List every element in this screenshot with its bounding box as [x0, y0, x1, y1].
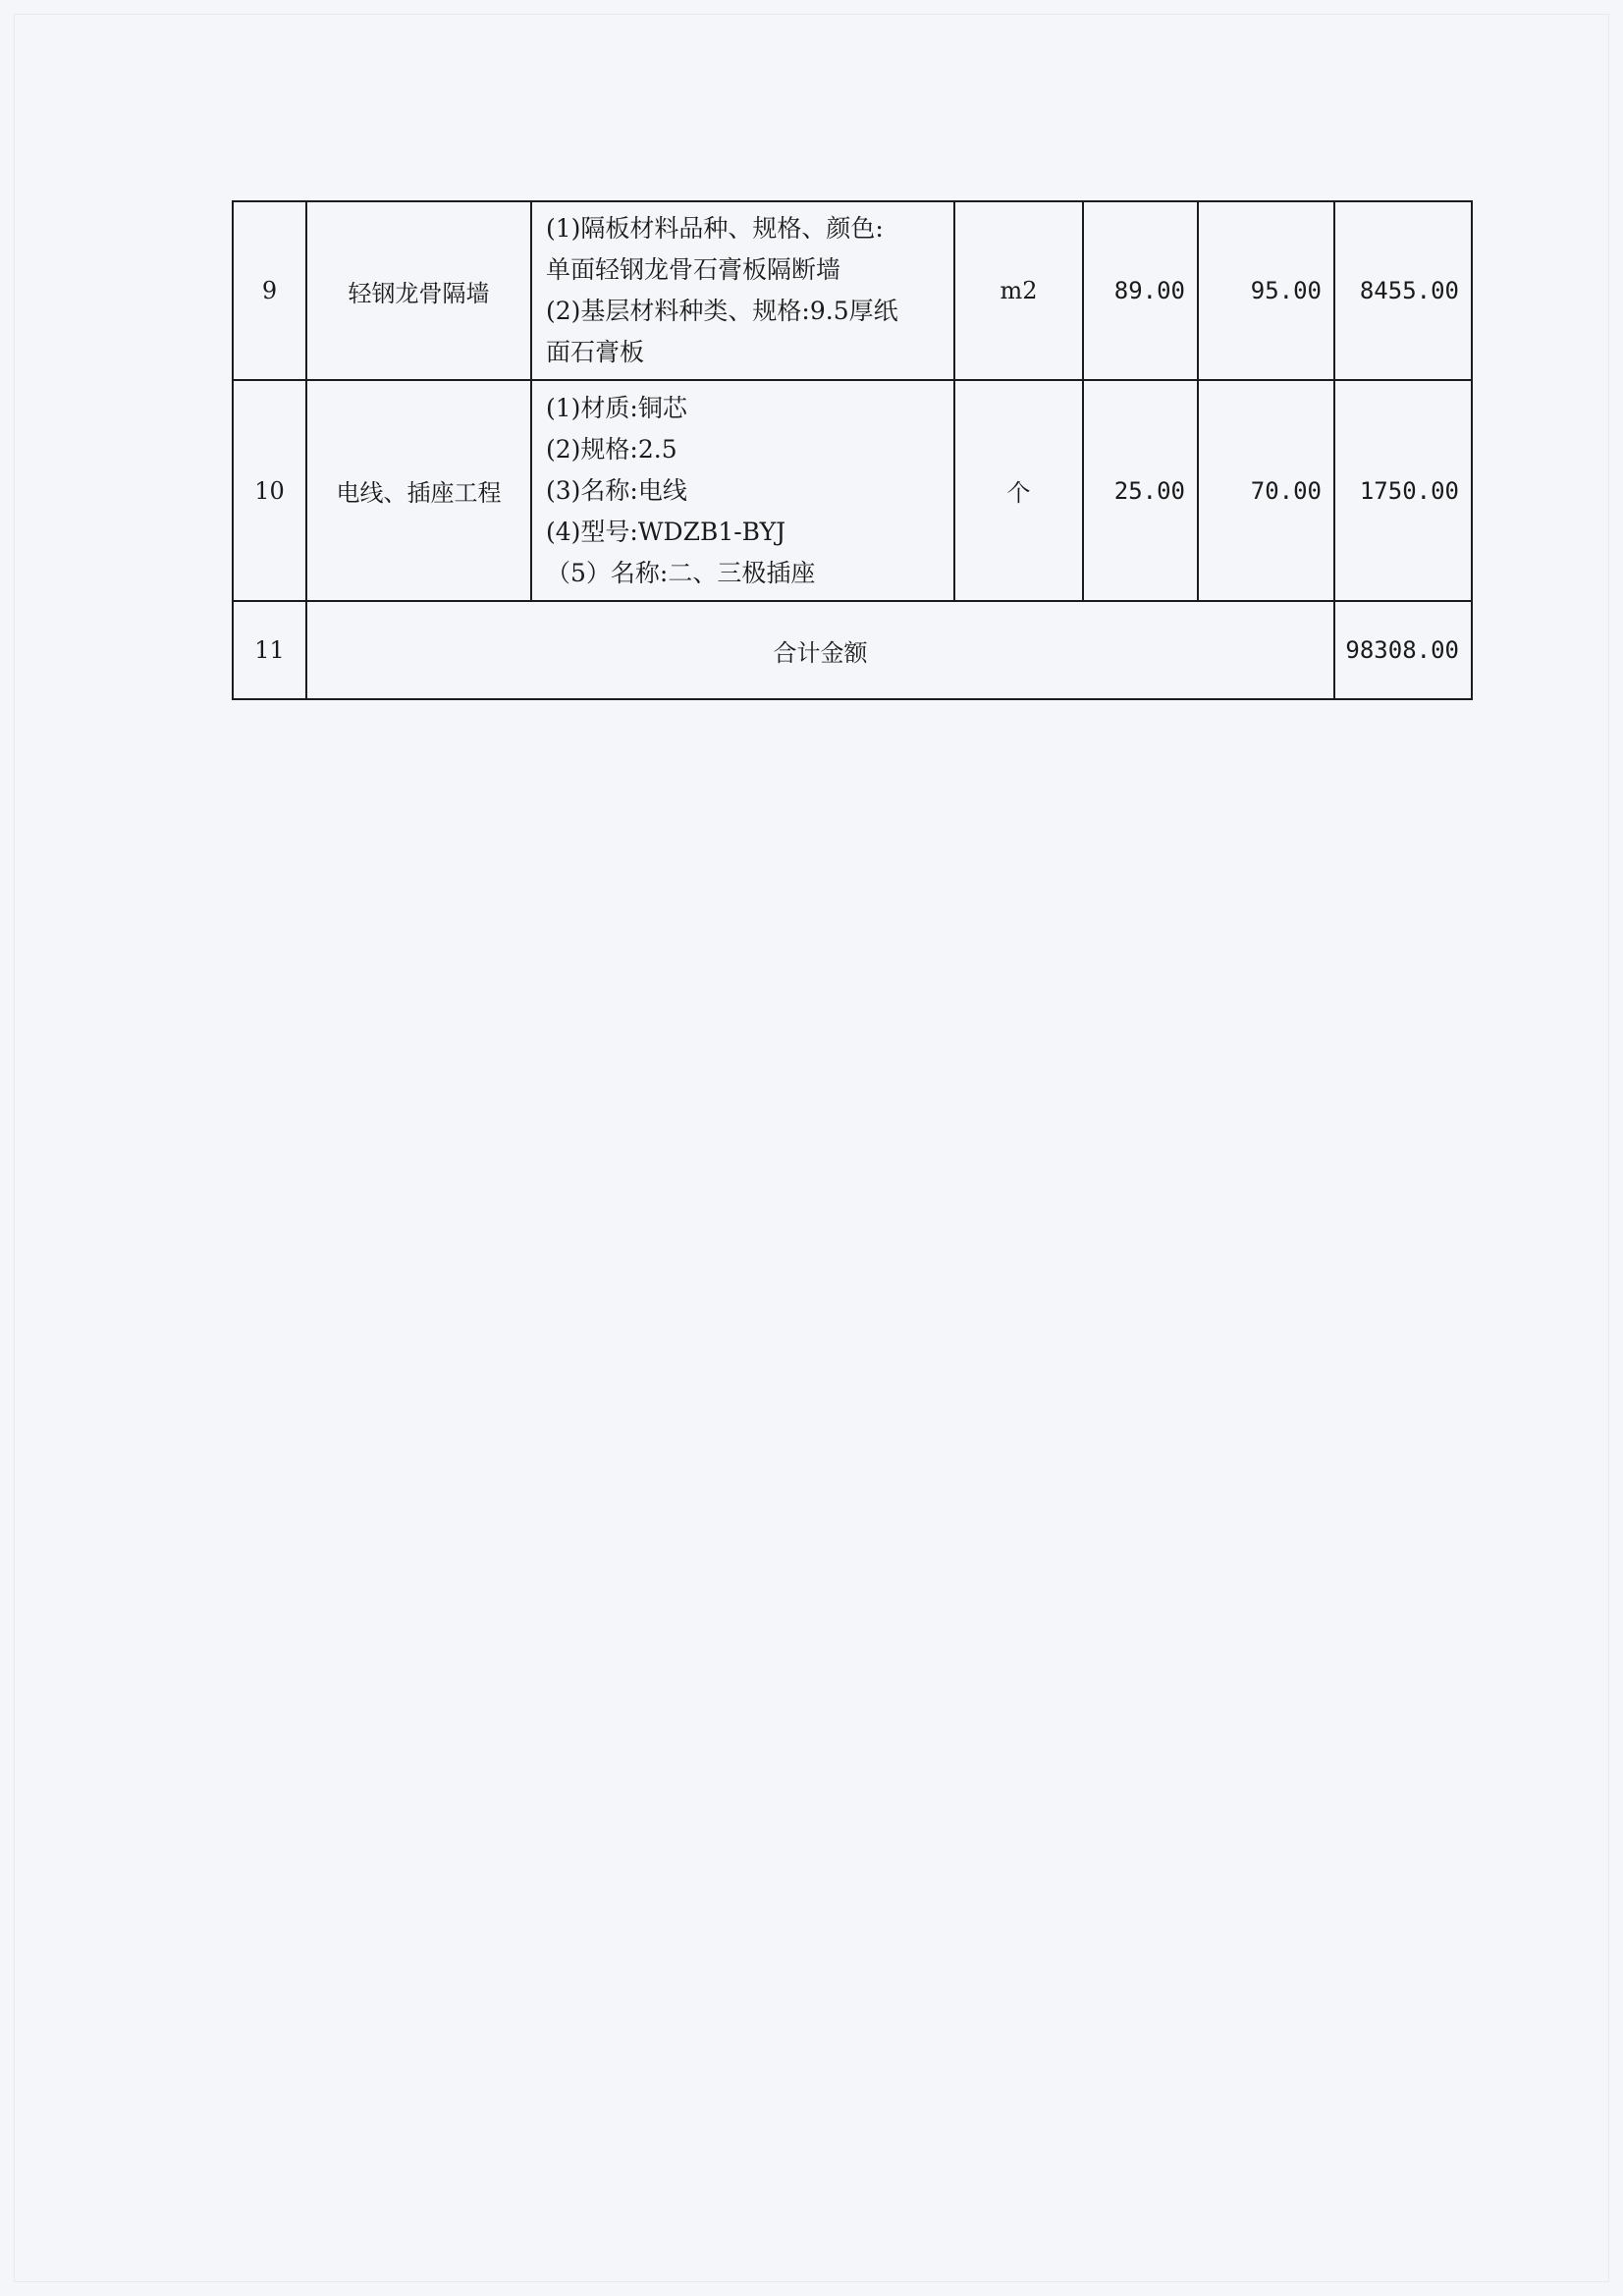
total-row: [233, 601, 1472, 699]
description-line: (3)名称:电线: [546, 475, 687, 505]
item-quantity: 89.00: [1083, 201, 1198, 380]
description-line: (1)隔板材料品种、规格、颜色:: [546, 214, 884, 243]
description-line: (2)规格:2.5: [546, 434, 677, 464]
table-row: [233, 201, 1472, 380]
description-line: （5）名称:二、三极插座: [546, 558, 816, 587]
item-unit: m2: [954, 201, 1083, 380]
item-name: 轻钢龙骨隔墙: [306, 201, 531, 380]
item-description: [531, 201, 954, 380]
item-amount: 1750.00: [1334, 380, 1472, 601]
item-unit-price: 95.00: [1198, 201, 1334, 380]
item-unit-price: 70.00: [1198, 380, 1334, 601]
total-label: 合计金额: [306, 601, 1334, 699]
item-unit: 个: [954, 380, 1083, 601]
description-line: (2)基层材料种类、规格:9.5厚纸: [546, 297, 898, 325]
description-line: (4)型号:WDZB1-BYJ: [546, 517, 786, 546]
description-line: 面石膏板: [546, 338, 645, 366]
item-description: [531, 380, 954, 601]
row-index: 11: [233, 601, 306, 699]
table-row: [233, 380, 1472, 601]
item-quantity: 25.00: [1083, 380, 1198, 601]
quotation-table: [232, 200, 1473, 700]
row-index: 10: [233, 380, 306, 601]
total-amount: 98308.00: [1334, 601, 1472, 699]
description-line: 单面轻钢龙骨石膏板隔断墙: [546, 255, 841, 284]
row-index: 9: [233, 201, 306, 380]
item-name: 电线、插座工程: [306, 380, 531, 601]
item-amount: 8455.00: [1334, 201, 1472, 380]
description-line: (1)材质:铜芯: [546, 393, 687, 422]
